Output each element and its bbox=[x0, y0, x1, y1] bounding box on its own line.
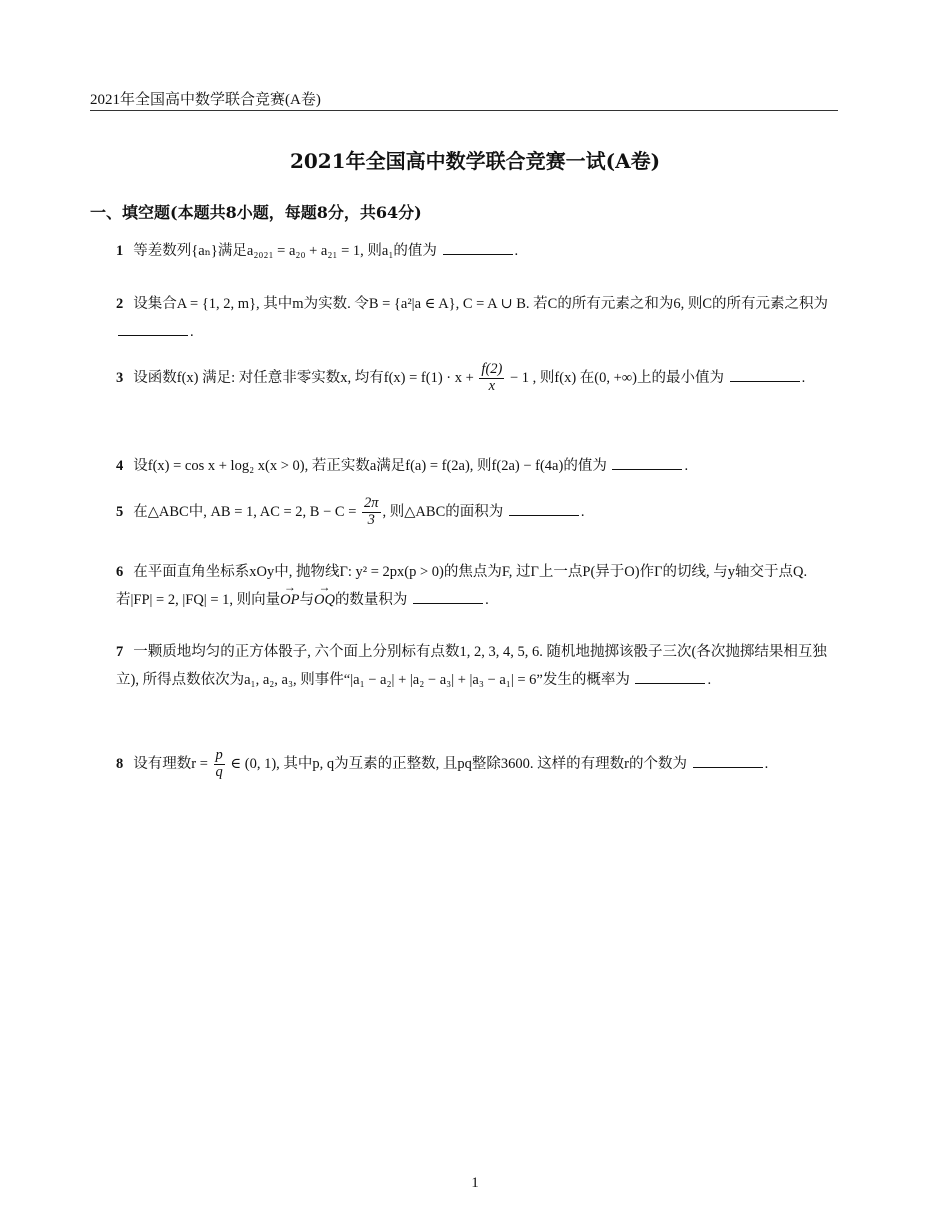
problem-number: 1 bbox=[116, 243, 124, 259]
answer-blank bbox=[730, 367, 800, 382]
problem-text: 设有理数r = bbox=[133, 755, 208, 772]
problem-text: 在△ABC中, AB = 1, AC = 2, B − C = bbox=[133, 503, 357, 520]
fraction: $\frac{p}{q}$ bbox=[215, 747, 223, 780]
problem-7: 7 一颗质地均匀的正方体骰子, 六个面上分别标有点数1, 2, 3, 4, 5, 6. 随机地抛掷该骰子三次(各次抛掷结果相互独立), 所得点数依次为a₁, a₂, a₃, 则事件“|a₁ − a₂| + |a₂ − a₃| + |a₃ − a₁| = 6”发生的概率为 . bbox=[116, 644, 827, 688]
problem-text: 设f(x) = cos x + log₂ x(x > 0), 若正实数a满足f(a) = f(2a), 则f(2a) − f(4a)的值为 bbox=[133, 458, 607, 474]
problem-text: 在平面直角坐标系xOy中, 抛物线Γ: y² = 2px(p > 0)的焦点为F, 过Γ上一点P(异于O)作Γ的切线, 与y轴交于点Q. 若|FP| = 2, |FQ| = 1, 则向量 bbox=[116, 564, 808, 608]
document-title: 2021年全国高中数学联合竞赛一试(A卷) bbox=[289, 149, 661, 173]
problem-number: 6 bbox=[116, 564, 124, 580]
answer-blank bbox=[413, 589, 483, 604]
section-heading: 一、填空题(本题共8小题，每题8分，共64分) bbox=[90, 203, 422, 222]
answer-blank bbox=[693, 753, 763, 768]
problem-1: 1 等差数列{aₙ}满足a₂₀₂₁ = a₂₀ + a₂₁ = 1, 则a₁的值为 . bbox=[116, 237, 842, 265]
problem-number: 4 bbox=[116, 458, 124, 474]
vector-op: → OP bbox=[280, 586, 299, 614]
answer-blank bbox=[118, 321, 188, 336]
problem-number: 3 bbox=[116, 369, 124, 386]
header-rule bbox=[90, 110, 838, 111]
problem-6: 6 在平面直角坐标系xOy中, 抛物线Γ: y² = 2px(p > 0)的焦点为F, 过Γ上一点P(异于O)作Γ的切线, 与y轴交于点Q. 若|FP| = 2, |FQ| = 1, 则向量→ OP与→ OQ的数量积为 . bbox=[116, 558, 842, 614]
running-header: 2021年全国高中数学联合竞赛(A卷) bbox=[90, 92, 321, 108]
problem-text: 一颗质地均匀的正方体骰子, 六个面上分别标有点数1, 2, 3, 4, 5, 6. 随机地抛掷该骰子三次(各次抛掷结果相互独立), 所得点数依次为a₁, a₂, a₃, 则事件“|a₁ − a₂| + |a₂ − a₃| + |a₃ − a₁| = 6”发生的概率为 bbox=[116, 644, 827, 688]
problem-8: 8 设有理数r = $\frac{p}{q}$ ∈ (0, 1), 其中p, q为互素的正整数, 且pq整除3600. 这样的有理数r的个数为 . bbox=[116, 747, 769, 780]
problem-number: 7 bbox=[116, 644, 124, 660]
problem-number: 5 bbox=[116, 503, 124, 520]
answer-blank bbox=[443, 240, 513, 255]
problem-text: 等差数列{aₙ}满足a₂₀₂₁ = a₂₀ + a₂₁ = 1, 则a₁的值为 bbox=[133, 243, 437, 259]
problem-number: 8 bbox=[116, 755, 124, 772]
answer-blank bbox=[635, 669, 705, 684]
problem-number: 2 bbox=[116, 296, 124, 312]
problem-text: 设集合A = {1, 2, m}, 其中m为实数. 令B = {a²|a ∈ A}, C = A ∪ B. 若C的所有元素之和为6, 则C的所有元素之积为 bbox=[133, 296, 829, 312]
problem-text-cont: ∈ (0, 1), 其中p, q为互素的正整数, 且pq整除3600. 这样的有理数r的个数为 bbox=[230, 755, 687, 772]
problem-3: 3 设函数f(x) 满足: 对任意非零实数x, 均有f(x) = f(1) · x + $\frac{f(2)}{x}$ − 1 , 则f(x) 在(0, +∞)上的最小值为 . bbox=[116, 361, 806, 394]
problem-text-cont: 的数量积为 bbox=[334, 592, 408, 608]
page-number: 1 bbox=[471, 1175, 479, 1191]
answer-blank bbox=[612, 455, 682, 470]
fraction: $\frac{f(2)}{x}$ bbox=[481, 361, 503, 394]
problem-text-cont: − 1 , 则f(x) 在(0, +∞)上的最小值为 bbox=[509, 369, 724, 386]
problem-2: 2 设集合A = {1, 2, m}, 其中m为实数. 令B = {a²|a ∈ A}, C = A ∪ B. 若C的所有元素之和为6, 则C的所有元素之积为 . bbox=[116, 296, 829, 340]
problem-text: 设函数f(x) 满足: 对任意非零实数x, 均有f(x) = f(1) · x + bbox=[133, 369, 474, 386]
vector-oq: → OQ bbox=[314, 586, 335, 614]
problem-4: 4 设f(x) = cos x + log₂ x(x > 0), 若正实数a满足f(a) = f(2a), 则f(2a) − f(4a)的值为 . bbox=[116, 452, 842, 480]
problem-text-cont: , 则△ABC的面积为 bbox=[382, 503, 504, 520]
answer-blank bbox=[509, 501, 579, 516]
problem-5: 5 在△ABC中, AB = 1, AC = 2, B − C = $\frac{2\pi}{3}$ , 则△ABC的面积为 . bbox=[116, 495, 585, 528]
fraction: $\frac{2\pi}{3}$ bbox=[364, 495, 379, 528]
